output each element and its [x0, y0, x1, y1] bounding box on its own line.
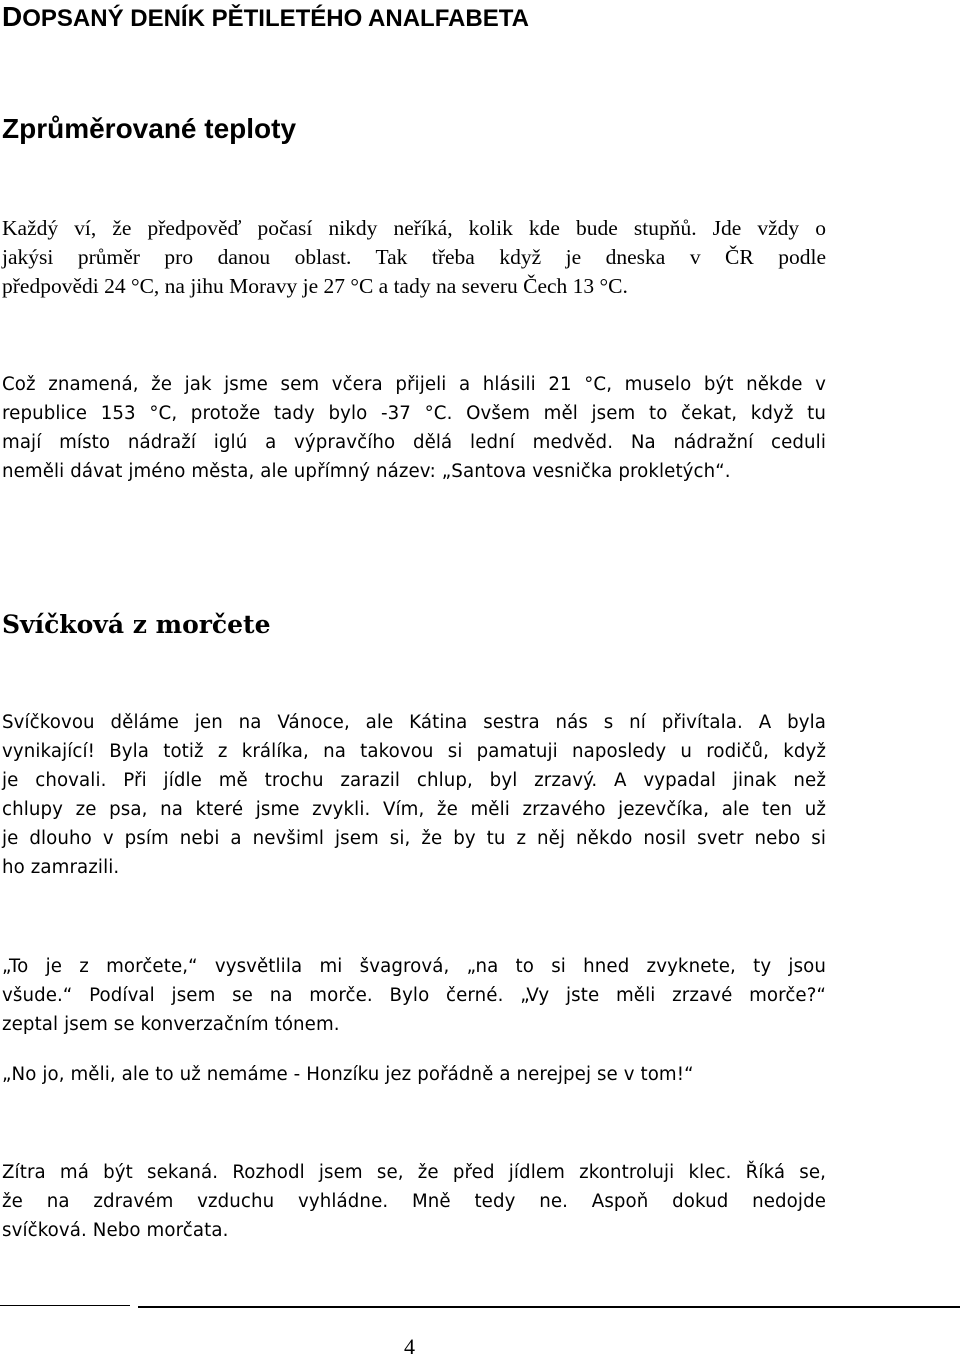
paragraph-svickova-closing: [2, 1158, 826, 1245]
text-line: Což znamená, že jak jsme sem včera přijeli a hlásili 21 °C, muselo být někde v: [2, 374, 826, 395]
text-line: je dlouho v psím nebi a nevšiml jsem si, že by tu z něj někdo nosil svetr nebo si: [2, 828, 826, 849]
text-line: všude.“ Podíval jsem se na morče. Bylo černé. „Vy jste měli zrzavé morče?“: [2, 985, 826, 1006]
text-line: ho zamrazili.: [2, 857, 120, 878]
text-line: Svíčkovou děláme jen na Vánoce, ale Kátina sestra nás s ní přivítala. A byla: [2, 712, 826, 733]
page-title-rest: OPSANÝ DENÍK PĚTILETÉHO ANALFABETA: [22, 5, 529, 32]
text-line: „No jo, měli, ale to už nemáme - Honzíku jez pořádně a nerejpej se v tom!“: [2, 1064, 694, 1085]
section-heading-teploty: Zprůměrované teploty: [2, 113, 297, 144]
page-title: [2, 2, 529, 34]
text-line: jakýsi průměr pro danou oblast. Tak třeba když je dneska v ČR podle: [2, 245, 826, 269]
page-title-initial: D: [2, 1, 23, 32]
footer-divider: [138, 1306, 960, 1308]
paragraph-svickova-dialog-2: [2, 1060, 826, 1089]
text-line: Zítra má být sekaná. Rozhodl jsem se, že před jídlem zkontroluji klec. Říká se,: [2, 1162, 826, 1183]
paragraph-svickova-dialog-1: [2, 952, 826, 1039]
text-line: chlupy ze psa, na které jsme zvykli. Vím, že měli zrzavého jezevčíka, ale ten už: [2, 799, 826, 820]
text-line: předpovědi 24 °C, na jihu Moravy je 27 °C a tady na severu Čech 13 °C.: [2, 274, 628, 298]
paragraph-svickova-1: [2, 708, 826, 882]
text-line: neměli dávat jméno města, ale upřímný název: „Santova vesnička prokletých“.: [2, 461, 731, 482]
page-number: 4: [404, 1334, 415, 1359]
section-heading-svickova: Svíčková z morčete: [2, 610, 271, 639]
text-line: „To je z morčete,“ vysvětlila mi švagrová, „na to si hned zvyknete, ty jsou: [2, 956, 826, 977]
paragraph-teploty-1: [2, 214, 826, 301]
text-line: zeptal jsem se konverzačním tónem.: [2, 1014, 340, 1035]
text-line: je chovali. Při jídle mě trochu zarazil chlup, byl zrzavý. A vypadal jinak než: [2, 770, 826, 791]
footer-divider-short: [0, 1305, 130, 1306]
text-line: Každý ví, že předpověď počasí nikdy neříká, kolik kde bude stupňů. Jde vždy o: [2, 216, 826, 240]
text-line: svíčková. Nebo morčata.: [2, 1220, 229, 1241]
text-line: že na zdravém vzduchu vyhládne. Mně tedy ne. Aspoň dokud nedojde: [2, 1191, 826, 1212]
text-line: republice 153 °C, protože tady bylo -37 °C. Ovšem měl jsem to čekat, když tu: [2, 403, 826, 424]
text-line: mají místo nádraží iglú a výpravčího dělá lední medvěd. Na nádražní ceduli: [2, 432, 826, 453]
text-line: vynikající! Byla totiž z králíka, na takovou si pamatuji naposledy u rodičů, když: [2, 741, 826, 762]
paragraph-teploty-2: [2, 370, 826, 486]
